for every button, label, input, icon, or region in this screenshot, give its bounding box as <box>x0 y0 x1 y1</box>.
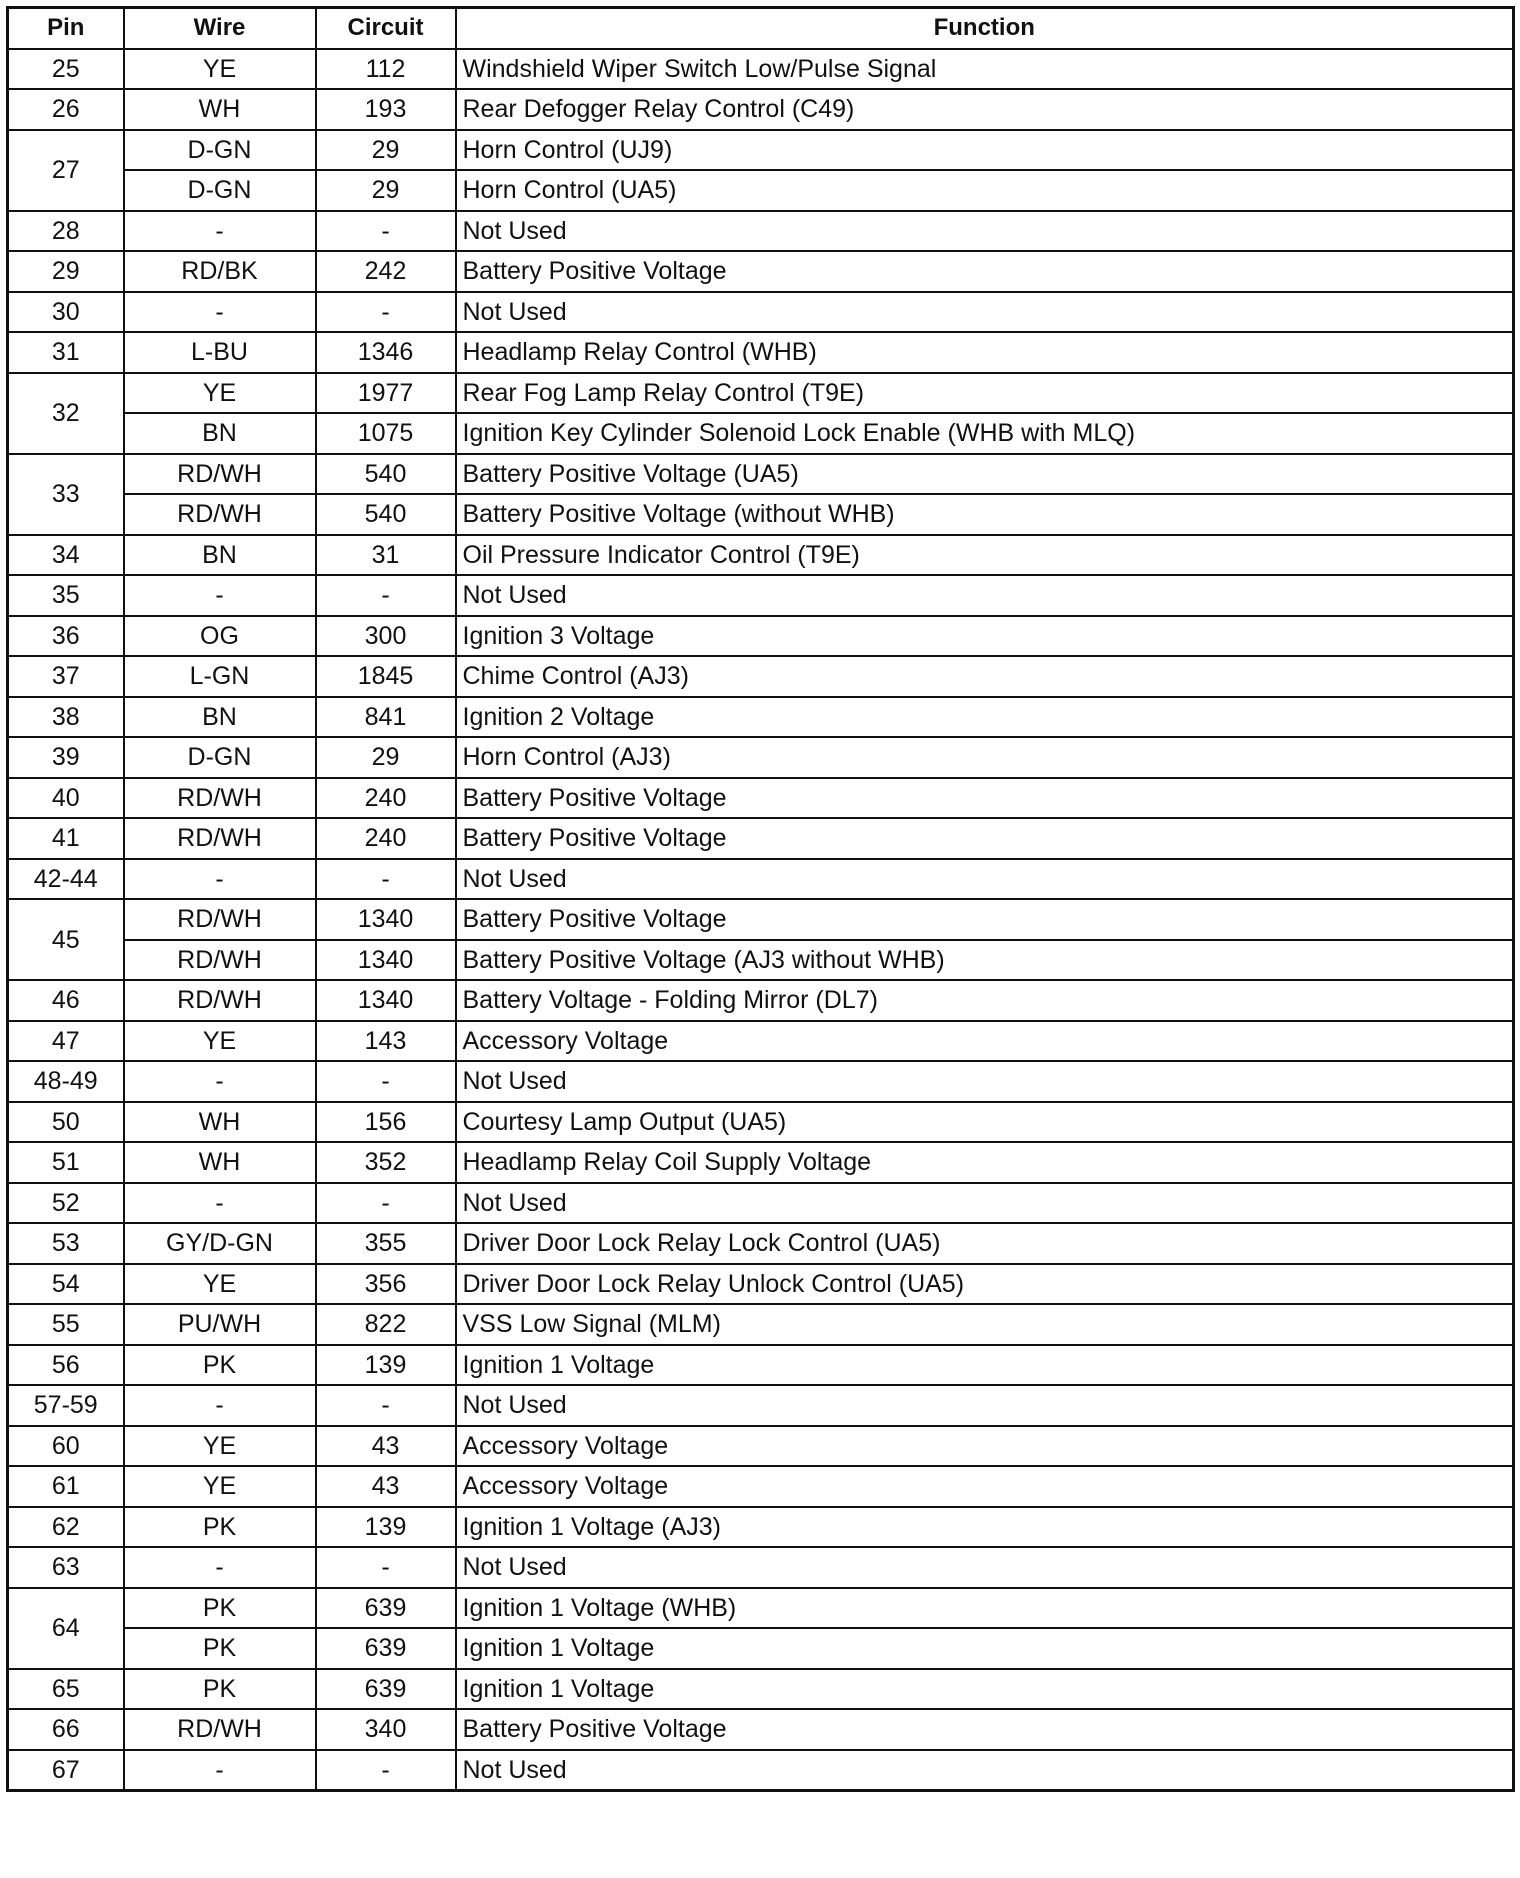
pin-cell: 41 <box>8 818 124 859</box>
circuit-cell: 340 <box>316 1709 456 1750</box>
function-cell: Not Used <box>456 1750 1514 1791</box>
circuit-cell: 300 <box>316 616 456 657</box>
function-cell: Chime Control (AJ3) <box>456 656 1514 697</box>
circuit-cell: - <box>316 1183 456 1224</box>
header-circuit: Circuit <box>316 8 456 49</box>
pin-cell: 46 <box>8 980 124 1021</box>
function-cell: Battery Positive Voltage <box>456 778 1514 819</box>
table-row <box>8 413 1514 454</box>
pin-cell: 50 <box>8 1102 124 1143</box>
wire-cell: YE <box>124 1426 316 1467</box>
wire-cell: RD/BK <box>124 251 316 292</box>
table-row <box>8 130 1514 171</box>
table-row <box>8 1264 1514 1305</box>
table-row <box>8 656 1514 697</box>
function-cell: Not Used <box>456 1547 1514 1588</box>
wire-cell: - <box>124 1183 316 1224</box>
function-cell: Oil Pressure Indicator Control (T9E) <box>456 535 1514 576</box>
function-cell: Ignition 1 Voltage <box>456 1669 1514 1710</box>
table-row <box>8 494 1514 535</box>
table-row <box>8 211 1514 252</box>
function-cell: Ignition 1 Voltage (AJ3) <box>456 1507 1514 1548</box>
table-row <box>8 1466 1514 1507</box>
wire-cell: RD/WH <box>124 818 316 859</box>
pin-cell: 30 <box>8 292 124 333</box>
table-row <box>8 373 1514 414</box>
wire-cell: RD/WH <box>124 940 316 981</box>
table-row <box>8 1021 1514 1062</box>
pin-cell: 67 <box>8 1750 124 1791</box>
pin-cell: 36 <box>8 616 124 657</box>
function-cell: Battery Positive Voltage <box>456 1709 1514 1750</box>
wire-cell: YE <box>124 1264 316 1305</box>
table-row <box>8 1750 1514 1791</box>
pin-cell: 25 <box>8 49 124 90</box>
wire-cell: YE <box>124 1466 316 1507</box>
header-row <box>8 8 1514 49</box>
pin-cell: 42-44 <box>8 859 124 900</box>
circuit-cell: - <box>316 1061 456 1102</box>
circuit-cell: 193 <box>316 89 456 130</box>
wire-cell: YE <box>124 1021 316 1062</box>
table-row <box>8 1547 1514 1588</box>
function-cell: Horn Control (UA5) <box>456 170 1514 211</box>
pin-cell: 60 <box>8 1426 124 1467</box>
table-row <box>8 1061 1514 1102</box>
table-row <box>8 170 1514 211</box>
pin-cell: 28 <box>8 211 124 252</box>
function-cell: Ignition 2 Voltage <box>456 697 1514 738</box>
pin-cell: 56 <box>8 1345 124 1386</box>
circuit-cell: 156 <box>316 1102 456 1143</box>
circuit-cell: - <box>316 575 456 616</box>
wire-cell: - <box>124 211 316 252</box>
pin-cell: 47 <box>8 1021 124 1062</box>
pin-cell: 55 <box>8 1304 124 1345</box>
pin-cell: 37 <box>8 656 124 697</box>
function-cell: Battery Positive Voltage (without WHB) <box>456 494 1514 535</box>
pin-cell: 31 <box>8 332 124 373</box>
table-row <box>8 332 1514 373</box>
wire-cell: BN <box>124 535 316 576</box>
circuit-cell: 143 <box>316 1021 456 1062</box>
circuit-cell: 355 <box>316 1223 456 1264</box>
circuit-cell: - <box>316 1750 456 1791</box>
table-row <box>8 535 1514 576</box>
wire-cell: YE <box>124 373 316 414</box>
table-row <box>8 737 1514 778</box>
table-row <box>8 1183 1514 1224</box>
circuit-cell: 1340 <box>316 940 456 981</box>
function-cell: Ignition 1 Voltage <box>456 1628 1514 1669</box>
pin-cell: 35 <box>8 575 124 616</box>
table-row <box>8 1304 1514 1345</box>
pin-cell: 51 <box>8 1142 124 1183</box>
circuit-cell: 540 <box>316 454 456 495</box>
pin-cell: 54 <box>8 1264 124 1305</box>
circuit-cell: 240 <box>316 778 456 819</box>
table-row <box>8 1709 1514 1750</box>
table-row <box>8 778 1514 819</box>
function-cell: Ignition 1 Voltage <box>456 1345 1514 1386</box>
wire-cell: PK <box>124 1345 316 1386</box>
pin-cell: 40 <box>8 778 124 819</box>
table-row <box>8 251 1514 292</box>
circuit-cell: 31 <box>316 535 456 576</box>
wire-cell: OG <box>124 616 316 657</box>
table-row <box>8 1345 1514 1386</box>
circuit-cell: 1977 <box>316 373 456 414</box>
function-cell: Rear Defogger Relay Control (C49) <box>456 89 1514 130</box>
pin-cell: 33 <box>8 454 124 535</box>
table-body <box>8 49 1514 1791</box>
function-cell: Horn Control (AJ3) <box>456 737 1514 778</box>
pin-cell: 66 <box>8 1709 124 1750</box>
wire-cell: PK <box>124 1669 316 1710</box>
table-row <box>8 1385 1514 1426</box>
function-cell: Horn Control (UJ9) <box>456 130 1514 171</box>
function-cell: Battery Positive Voltage (UA5) <box>456 454 1514 495</box>
function-cell: Not Used <box>456 1061 1514 1102</box>
table-row <box>8 1507 1514 1548</box>
table-row <box>8 49 1514 90</box>
wire-cell: L-GN <box>124 656 316 697</box>
pin-cell: 26 <box>8 89 124 130</box>
function-cell: Battery Positive Voltage <box>456 899 1514 940</box>
circuit-cell: 1340 <box>316 899 456 940</box>
circuit-cell: 639 <box>316 1588 456 1629</box>
pin-cell: 45 <box>8 899 124 980</box>
header-pin: Pin <box>8 8 124 49</box>
wire-cell: RD/WH <box>124 1709 316 1750</box>
table-row <box>8 1426 1514 1467</box>
table-row <box>8 1102 1514 1143</box>
function-cell: Headlamp Relay Coil Supply Voltage <box>456 1142 1514 1183</box>
circuit-cell: 1845 <box>316 656 456 697</box>
circuit-cell: 352 <box>316 1142 456 1183</box>
wire-cell: RD/WH <box>124 778 316 819</box>
pin-cell: 39 <box>8 737 124 778</box>
function-cell: Courtesy Lamp Output (UA5) <box>456 1102 1514 1143</box>
wire-cell: - <box>124 1385 316 1426</box>
wire-cell: D-GN <box>124 170 316 211</box>
pin-cell: 34 <box>8 535 124 576</box>
pin-cell: 52 <box>8 1183 124 1224</box>
pinout-table <box>6 6 1515 1792</box>
circuit-cell: - <box>316 211 456 252</box>
circuit-cell: 139 <box>316 1507 456 1548</box>
wire-cell: RD/WH <box>124 899 316 940</box>
circuit-cell: 43 <box>316 1466 456 1507</box>
wire-cell: PK <box>124 1628 316 1669</box>
circuit-cell: - <box>316 859 456 900</box>
circuit-cell: 1340 <box>316 980 456 1021</box>
circuit-cell: 139 <box>316 1345 456 1386</box>
header-function: Function <box>456 8 1514 49</box>
table-row <box>8 980 1514 1021</box>
circuit-cell: 29 <box>316 737 456 778</box>
pin-cell: 38 <box>8 697 124 738</box>
wire-cell: WH <box>124 1142 316 1183</box>
pin-cell: 29 <box>8 251 124 292</box>
function-cell: Ignition Key Cylinder Solenoid Lock Enable (WHB with MLQ) <box>456 413 1514 454</box>
function-cell: Not Used <box>456 859 1514 900</box>
wire-cell: WH <box>124 89 316 130</box>
pin-cell: 64 <box>8 1588 124 1669</box>
circuit-cell: 242 <box>316 251 456 292</box>
function-cell: Not Used <box>456 211 1514 252</box>
function-cell: Battery Positive Voltage <box>456 251 1514 292</box>
connector-pinout-sheet <box>6 6 1512 1792</box>
function-cell: Ignition 3 Voltage <box>456 616 1514 657</box>
table-row <box>8 940 1514 981</box>
table-row <box>8 1669 1514 1710</box>
function-cell: Driver Door Lock Relay Lock Control (UA5) <box>456 1223 1514 1264</box>
table-row <box>8 616 1514 657</box>
wire-cell: - <box>124 575 316 616</box>
circuit-cell: 1346 <box>316 332 456 373</box>
function-cell: Windshield Wiper Switch Low/Pulse Signal <box>456 49 1514 90</box>
function-cell: Not Used <box>456 1385 1514 1426</box>
table-row <box>8 818 1514 859</box>
circuit-cell: 639 <box>316 1669 456 1710</box>
table-header <box>8 8 1514 49</box>
function-cell: Not Used <box>456 1183 1514 1224</box>
circuit-cell: 29 <box>316 170 456 211</box>
wire-cell: PU/WH <box>124 1304 316 1345</box>
function-cell: Accessory Voltage <box>456 1426 1514 1467</box>
wire-cell: PK <box>124 1507 316 1548</box>
function-cell: VSS Low Signal (MLM) <box>456 1304 1514 1345</box>
header-wire: Wire <box>124 8 316 49</box>
function-cell: Accessory Voltage <box>456 1466 1514 1507</box>
wire-cell: BN <box>124 413 316 454</box>
circuit-cell: 841 <box>316 697 456 738</box>
table-row <box>8 1628 1514 1669</box>
table-row <box>8 292 1514 333</box>
wire-cell: - <box>124 292 316 333</box>
pin-cell: 53 <box>8 1223 124 1264</box>
table-row <box>8 1223 1514 1264</box>
circuit-cell: - <box>316 292 456 333</box>
wire-cell: D-GN <box>124 130 316 171</box>
table-row <box>8 697 1514 738</box>
function-cell: Battery Positive Voltage (AJ3 without WHB) <box>456 940 1514 981</box>
circuit-cell: 822 <box>316 1304 456 1345</box>
pin-cell: 57-59 <box>8 1385 124 1426</box>
wire-cell: RD/WH <box>124 980 316 1021</box>
table-row <box>8 859 1514 900</box>
wire-cell: - <box>124 1547 316 1588</box>
function-cell: Ignition 1 Voltage (WHB) <box>456 1588 1514 1629</box>
circuit-cell: 29 <box>316 130 456 171</box>
function-cell: Battery Positive Voltage <box>456 818 1514 859</box>
circuit-cell: 356 <box>316 1264 456 1305</box>
wire-cell: RD/WH <box>124 454 316 495</box>
function-cell: Accessory Voltage <box>456 1021 1514 1062</box>
wire-cell: - <box>124 1750 316 1791</box>
table-row <box>8 1588 1514 1629</box>
wire-cell: YE <box>124 49 316 90</box>
circuit-cell: 112 <box>316 49 456 90</box>
function-cell: Rear Fog Lamp Relay Control (T9E) <box>456 373 1514 414</box>
wire-cell: WH <box>124 1102 316 1143</box>
wire-cell: D-GN <box>124 737 316 778</box>
function-cell: Not Used <box>456 575 1514 616</box>
function-cell: Headlamp Relay Control (WHB) <box>456 332 1514 373</box>
circuit-cell: 639 <box>316 1628 456 1669</box>
wire-cell: RD/WH <box>124 494 316 535</box>
pin-cell: 32 <box>8 373 124 454</box>
function-cell: Battery Voltage - Folding Mirror (DL7) <box>456 980 1514 1021</box>
wire-cell: PK <box>124 1588 316 1629</box>
circuit-cell: 540 <box>316 494 456 535</box>
table-row <box>8 1142 1514 1183</box>
pin-cell: 61 <box>8 1466 124 1507</box>
circuit-cell: - <box>316 1385 456 1426</box>
pin-cell: 65 <box>8 1669 124 1710</box>
pin-cell: 48-49 <box>8 1061 124 1102</box>
table-row <box>8 575 1514 616</box>
function-cell: Not Used <box>456 292 1514 333</box>
function-cell: Driver Door Lock Relay Unlock Control (UA5) <box>456 1264 1514 1305</box>
circuit-cell: - <box>316 1547 456 1588</box>
circuit-cell: 240 <box>316 818 456 859</box>
pin-cell: 62 <box>8 1507 124 1548</box>
circuit-cell: 43 <box>316 1426 456 1467</box>
table-row <box>8 899 1514 940</box>
pin-cell: 27 <box>8 130 124 211</box>
circuit-cell: 1075 <box>316 413 456 454</box>
wire-cell: L-BU <box>124 332 316 373</box>
pin-cell: 63 <box>8 1547 124 1588</box>
wire-cell: - <box>124 1061 316 1102</box>
table-row <box>8 454 1514 495</box>
table-row <box>8 89 1514 130</box>
wire-cell: BN <box>124 697 316 738</box>
wire-cell: - <box>124 859 316 900</box>
wire-cell: GY/D-GN <box>124 1223 316 1264</box>
